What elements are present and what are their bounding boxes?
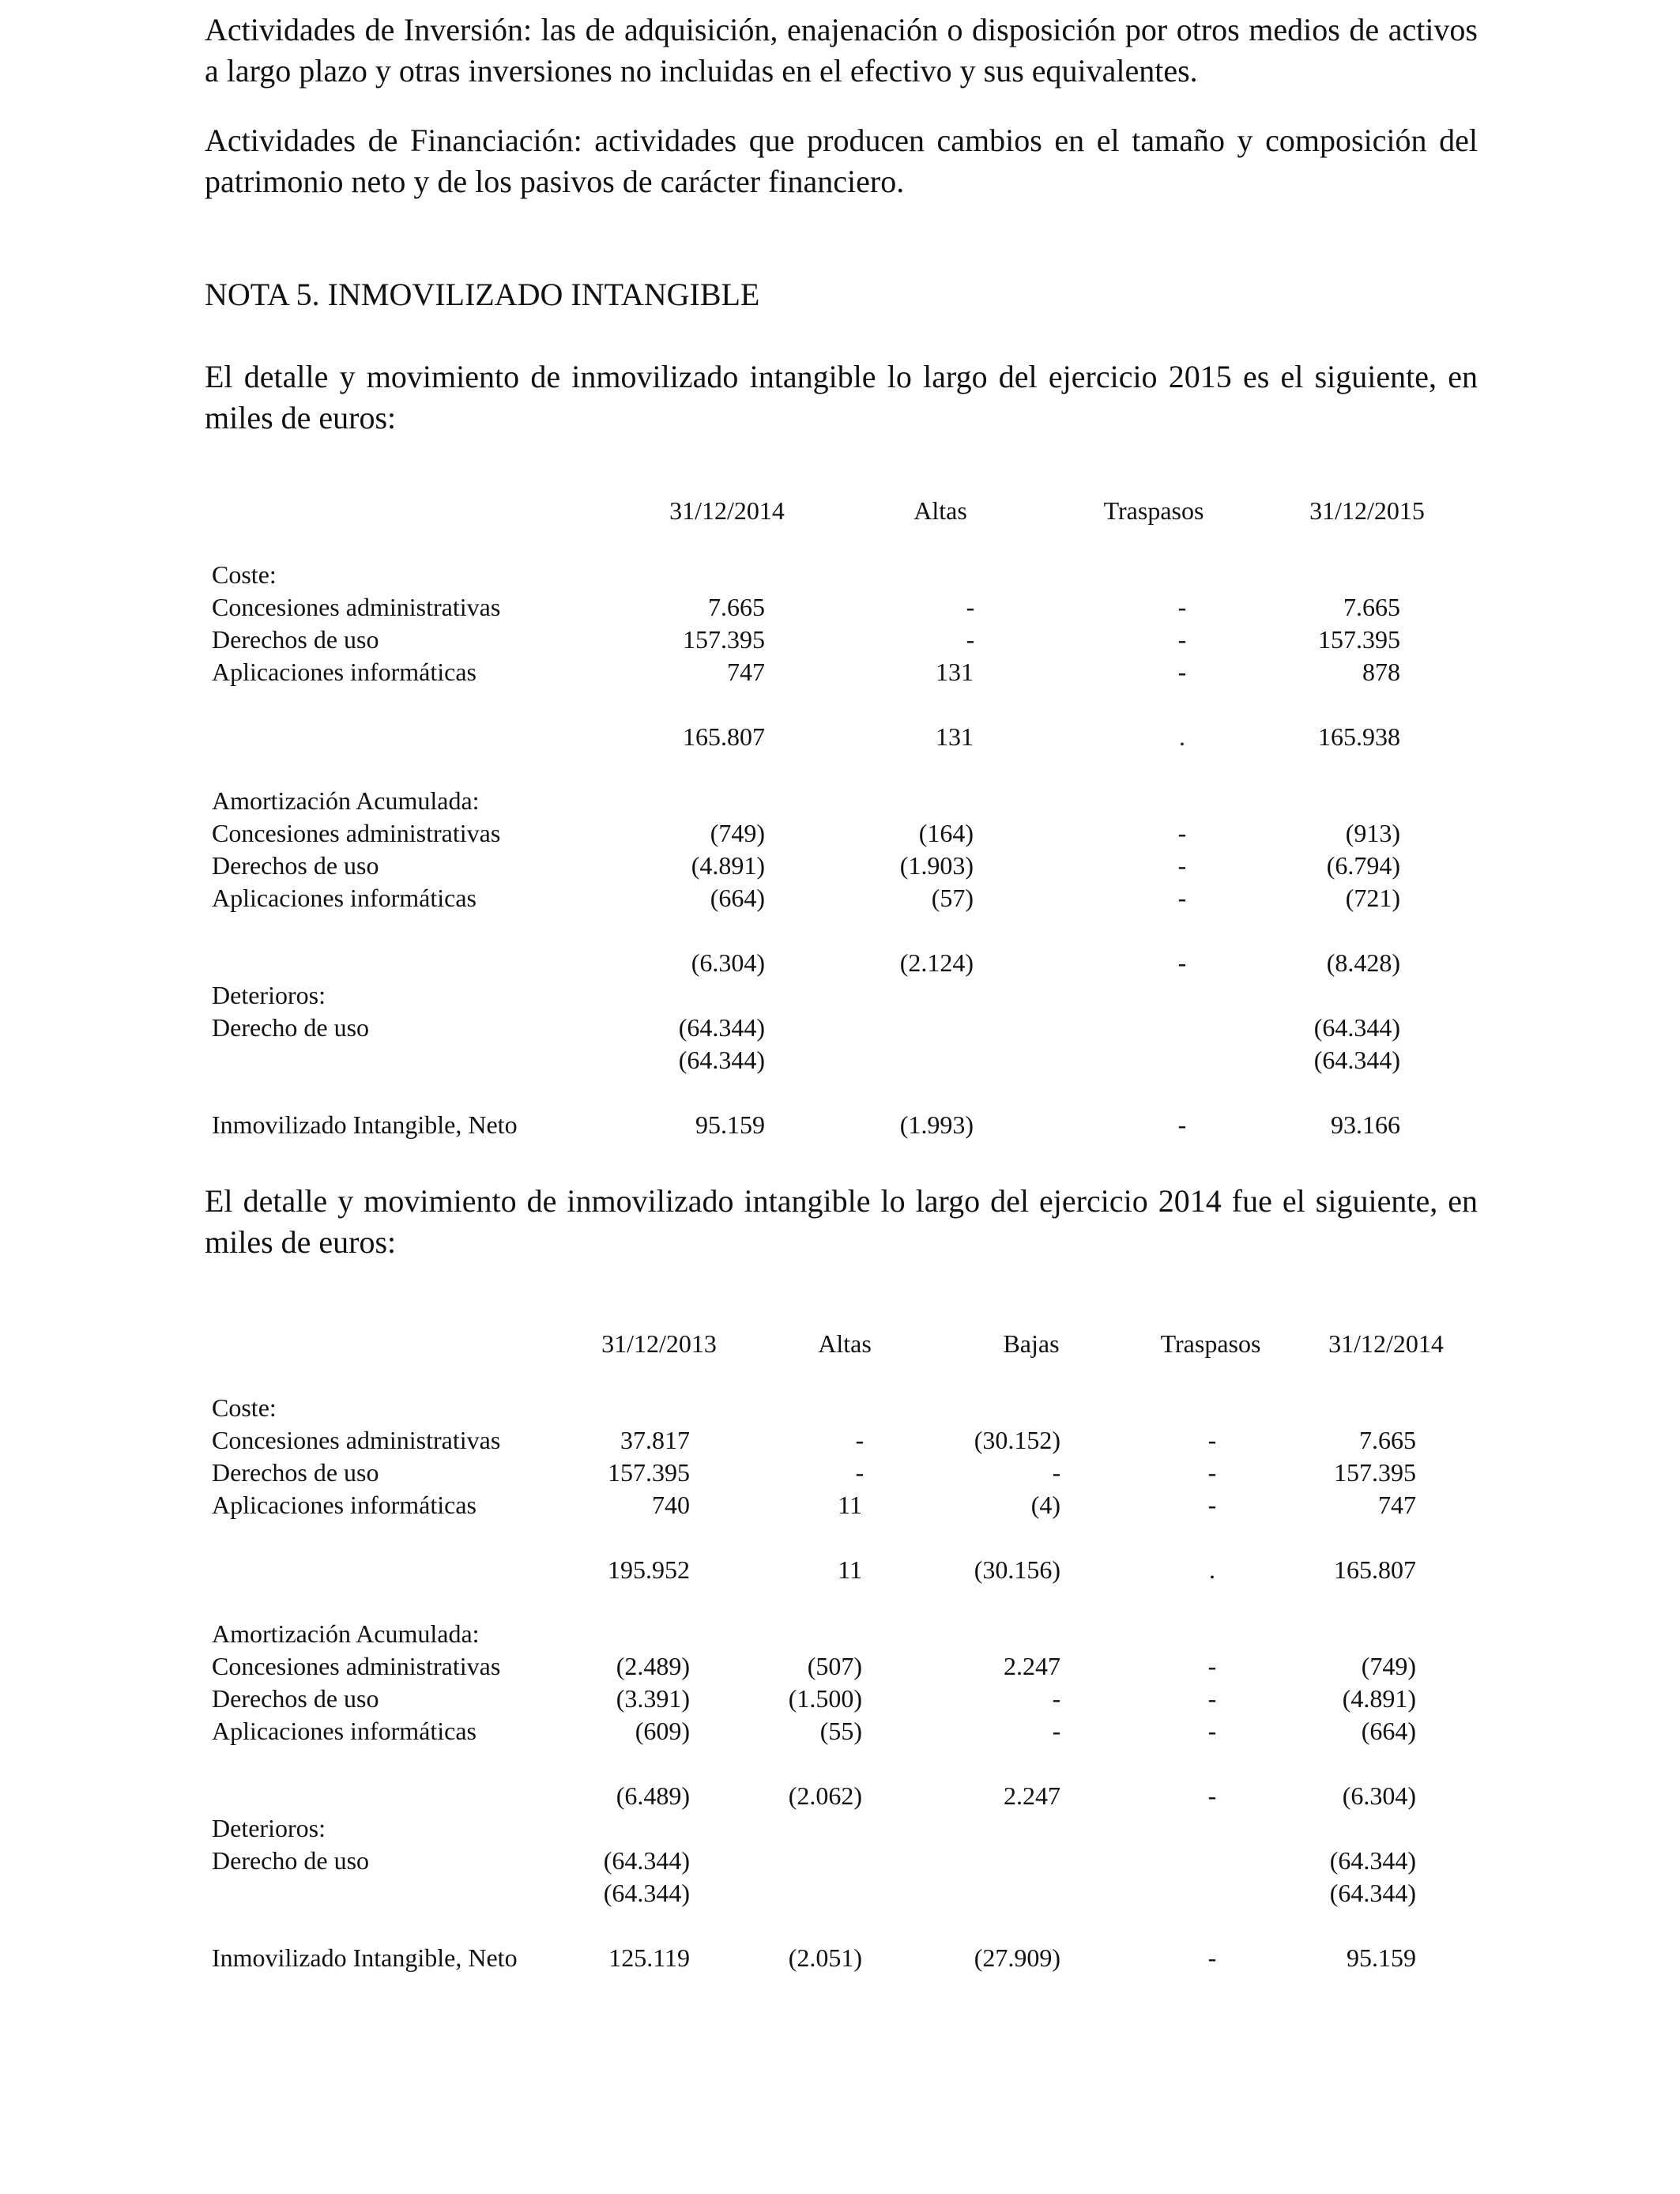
column-header: Traspasos <box>1160 1329 1261 1358</box>
table-cell: 131 <box>936 658 974 686</box>
paragraph-investing-activities: Actividades de Inversión: las de adquisición, enajenación o disposición por otros medios de activos a largo plazo y otras inversiones no incluidas en el efectivo y sus equivalentes. <box>205 12 1478 89</box>
column-header: Altas <box>913 496 967 525</box>
table-cell: 93.166 <box>1331 1110 1400 1139</box>
table-cell: (57) <box>931 884 974 912</box>
column-header: Altas <box>818 1329 872 1358</box>
row-label: Derecho de uso <box>212 1846 370 1875</box>
table-cell: (30.156) <box>974 1555 1060 1584</box>
row-label: Aplicaciones informáticas <box>212 884 477 912</box>
table-cell: 747 <box>1378 1491 1416 1519</box>
column-header: 31/12/2014 <box>669 496 785 525</box>
table-cell: - <box>1177 658 1187 686</box>
row-label: Inmovilizado Intangible, Neto <box>212 1943 518 1972</box>
row-label: Concesiones administrativas <box>212 819 501 847</box>
table-cell: 157.395 <box>1318 625 1400 654</box>
table-cell: (64.344) <box>603 1879 690 1907</box>
table-cell: (4.891) <box>1342 1684 1416 1713</box>
table-cell: - <box>1207 1684 1217 1713</box>
row-label: Derechos de uso <box>212 1458 379 1487</box>
column-header: Bajas <box>1003 1329 1060 1358</box>
table-cell: - <box>1177 1110 1187 1139</box>
table-cell: - <box>855 1458 864 1487</box>
table-cell: - <box>1177 948 1187 977</box>
table-cell: (2.124) <box>899 948 974 977</box>
table-cell: (27.909) <box>974 1943 1060 1972</box>
table-cell: - <box>1177 884 1187 912</box>
table-cell: - <box>1207 1426 1217 1454</box>
table-cell: 11 <box>838 1555 862 1584</box>
table-cell: (64.344) <box>1313 1013 1400 1042</box>
table-cell: (664) <box>710 884 765 912</box>
table-cell: - <box>1177 851 1187 880</box>
row-label: Derechos de uso <box>212 625 379 654</box>
column-header: 31/12/2014 <box>1328 1329 1444 1358</box>
paragraph-intro-2015: El detalle y movimiento de inmovilizado intangible lo largo del ejercicio 2015 es el siguiente, en miles de euros: <box>205 359 1478 435</box>
table-cell: (64.344) <box>1329 1846 1416 1875</box>
table-cell: (64.344) <box>1313 1046 1400 1074</box>
table-cell: 11 <box>838 1491 862 1519</box>
table-cell: (721) <box>1345 884 1400 912</box>
table-cell: (30.152) <box>974 1426 1060 1454</box>
table-cell: (913) <box>1345 819 1400 847</box>
paragraph-intro-2014: El detalle y movimiento de inmovilizado intangible lo largo del ejercicio 2014 fue el siguiente, en miles de euros: <box>205 1183 1478 1260</box>
table-cell: 131 <box>936 722 974 751</box>
row-label: Aplicaciones informáticas <box>212 1717 477 1745</box>
table-cell: 7.665 <box>1343 593 1400 621</box>
row-label: Concesiones administrativas <box>212 1652 501 1680</box>
table-cell: (4.891) <box>691 851 765 880</box>
table-cell: (3.391) <box>616 1684 690 1713</box>
paragraph-financing-activities: Actividades de Financiación: actividades que producen cambios en el tamaño y composición del patrimonio neto y de los pasivos de carácter financiero. <box>205 123 1478 199</box>
row-label: Amortización Acumulada: <box>212 1619 480 1648</box>
table-cell: - <box>1207 1717 1217 1745</box>
table-cell: (749) <box>710 819 765 847</box>
note-heading: NOTA 5. INMOVILIZADO INTANGIBLE <box>205 277 760 312</box>
table-cell: (55) <box>819 1717 862 1745</box>
row-label: Amortización Acumulada: <box>212 786 480 815</box>
table-cell: - <box>855 1426 864 1454</box>
table-cell: 157.395 <box>683 625 765 654</box>
column-header: 31/12/2015 <box>1309 496 1425 525</box>
row-label: Concesiones administrativas <box>212 593 501 621</box>
row-label: Derechos de uso <box>212 1684 379 1713</box>
table-cell: (507) <box>807 1652 862 1680</box>
table-cell: 37.817 <box>620 1426 690 1454</box>
table-cell: - <box>1177 593 1187 621</box>
table-cell: - <box>966 625 975 654</box>
table-cell: 165.938 <box>1318 722 1400 751</box>
row-label: Coste: <box>212 560 277 589</box>
table-cell: (64.344) <box>678 1046 765 1074</box>
table-cell: 878 <box>1362 658 1400 686</box>
table-cell: 195.952 <box>608 1555 690 1584</box>
table-cell: 7.665 <box>708 593 765 621</box>
table-cell: (609) <box>635 1717 690 1745</box>
row-label: Aplicaciones informáticas <box>212 1491 477 1519</box>
row-label: Concesiones administrativas <box>212 1426 501 1454</box>
table-cell: 95.159 <box>695 1110 765 1139</box>
table-cell: (664) <box>1361 1717 1416 1745</box>
table-cell: 157.395 <box>1334 1458 1416 1487</box>
table-cell: (64.344) <box>1329 1879 1416 1907</box>
table-cell: (1.993) <box>899 1110 974 1139</box>
table-cell: - <box>1207 1652 1217 1680</box>
table-cell: - <box>1052 1717 1061 1745</box>
table-cell: - <box>1052 1458 1061 1487</box>
column-header: Traspasos <box>1103 496 1204 525</box>
table-cell: - <box>1207 1943 1217 1972</box>
table-cell: 95.159 <box>1347 1943 1416 1972</box>
row-label: Derechos de uso <box>212 851 379 880</box>
table-cell: (6.304) <box>691 948 765 977</box>
table-cell: - <box>966 593 975 621</box>
table-cell: (2.051) <box>788 1943 862 1972</box>
table-cell: - <box>1052 1684 1061 1713</box>
row-label: Derecho de uso <box>212 1013 370 1042</box>
table-cell: - <box>1207 1458 1217 1487</box>
table-cell: - <box>1177 819 1187 847</box>
row-label: Coste: <box>212 1393 277 1422</box>
table-cell: (749) <box>1361 1652 1416 1680</box>
table-cell: (1.903) <box>899 851 974 880</box>
table-cell: 7.665 <box>1359 1426 1416 1454</box>
row-label: Deterioros: <box>212 981 326 1009</box>
table-cell: - <box>1207 1491 1217 1519</box>
table-cell: - <box>1207 1781 1217 1810</box>
table-cell: . <box>1209 1555 1215 1584</box>
table-cell: (2.489) <box>616 1652 690 1680</box>
table-cell: (1.500) <box>788 1684 862 1713</box>
table-cell: 165.807 <box>683 722 765 751</box>
table-cell: 740 <box>652 1491 690 1519</box>
table-cell: 2.247 <box>1004 1652 1060 1680</box>
table-cell: 165.807 <box>1334 1555 1416 1584</box>
table-cell: (4) <box>1030 1491 1060 1519</box>
table-cell: (6.304) <box>1342 1781 1416 1810</box>
table-cell: (64.344) <box>603 1846 690 1875</box>
table-cell: . <box>1179 722 1185 751</box>
table-cell: 747 <box>727 658 765 686</box>
table-cell: (164) <box>918 819 974 847</box>
table-cell: 2.247 <box>1004 1781 1060 1810</box>
table-cell: 157.395 <box>608 1458 690 1487</box>
column-header: 31/12/2013 <box>601 1329 717 1358</box>
row-label: Aplicaciones informáticas <box>212 658 477 686</box>
table-cell: - <box>1177 625 1187 654</box>
table-cell: (6.489) <box>616 1781 690 1810</box>
row-label: Inmovilizado Intangible, Neto <box>212 1110 518 1139</box>
table-cell: (6.794) <box>1326 851 1400 880</box>
row-label: Deterioros: <box>212 1814 326 1842</box>
table-cell: 125.119 <box>608 1943 690 1972</box>
table-cell: (8.428) <box>1326 948 1400 977</box>
table-cell: (2.062) <box>788 1781 862 1810</box>
table-cell: (64.344) <box>678 1013 765 1042</box>
